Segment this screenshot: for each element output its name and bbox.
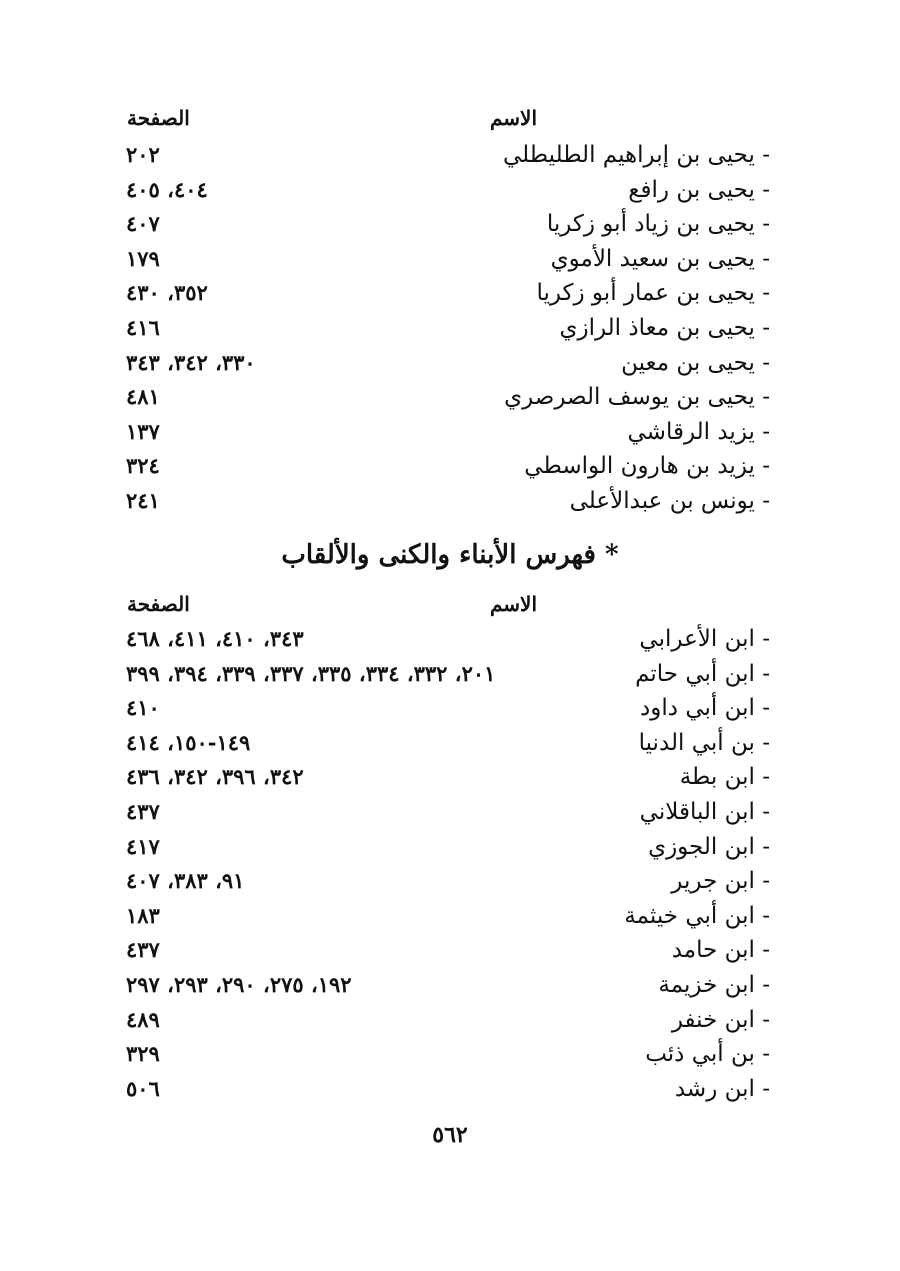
entry-name: - ابن الأعرابي	[639, 626, 770, 652]
entry-name: - يحيى بن إبراهيم الطليطلي	[502, 142, 770, 168]
list-item	[0, 311, 900, 346]
page-number: ٥٦٢	[432, 1122, 468, 1148]
entry-pages: ١٣٧	[126, 418, 160, 444]
entry-name: - ابن خنفر	[671, 1006, 770, 1033]
entry-name: - ابن جرير	[671, 868, 770, 895]
entry-pages: ١٧٩	[126, 245, 160, 271]
entry-name: - يزيد بن هارون الواسطي	[524, 453, 770, 480]
entry-name: - ابن أبي خيثمة	[624, 902, 770, 929]
entry-pages: ١٨٣	[126, 902, 160, 928]
entry-name: - ابن الجوزي	[648, 833, 770, 860]
entry-name: - ابن الباقلاني	[639, 798, 770, 825]
entry-name: - ابن أبي حاتم	[635, 660, 770, 687]
entry-pages: ٤٨١	[126, 384, 160, 410]
list-item	[0, 138, 900, 173]
entry-pages: ٩١، ٣٨٣، ٤٠٧	[126, 868, 245, 894]
entry-pages: ٤٣٧	[126, 937, 160, 963]
list-item	[0, 449, 900, 484]
entry-pages: ٣٤٢، ٣٩٦، ٣٤٢، ٤٣٦	[126, 764, 304, 790]
entry-pages: ٤٣٧	[126, 798, 160, 824]
entry-name: - ابن أبي داود	[640, 695, 770, 722]
list-item	[0, 795, 900, 830]
entry-pages: ٥٠٦	[126, 1075, 160, 1101]
entry-pages: ٣٢٤	[126, 453, 160, 479]
entry-pages: ٢٤١	[126, 487, 160, 513]
list-item	[0, 242, 900, 277]
list-item	[0, 622, 900, 657]
entry-name: - يحيى بن عمار أبو زكريا	[536, 280, 770, 307]
entry-name: - يونس بن عبدالأعلى	[569, 487, 770, 514]
kunya-index-list	[0, 622, 900, 1106]
list-item	[0, 380, 900, 415]
list-item	[0, 933, 900, 968]
entry-name: - بن أبي ذئب	[645, 1041, 770, 1068]
entry-pages: ٤١٦	[126, 314, 160, 340]
page-column-header: الصفحة	[127, 106, 190, 130]
list-item	[0, 968, 900, 1003]
entry-pages: ٣٣٠، ٣٤٢، ٣٤٣	[126, 349, 256, 375]
entry-pages: ١٩٢، ٢٧٥، ٢٩٠، ٢٩٣، ٢٩٧	[126, 971, 352, 997]
entry-name: - ابن خزيمة	[658, 971, 770, 998]
entry-name: - ابن رشد	[674, 1075, 770, 1102]
list-item	[0, 415, 900, 450]
entry-name: - يحيى بن سعيد الأموي	[550, 245, 770, 272]
entry-name: - يحيى بن زياد أبو زكريا	[546, 211, 770, 238]
entry-name: - يحيى بن معين	[621, 349, 770, 376]
list-item	[0, 864, 900, 899]
name-column-header: الاسم	[489, 592, 537, 616]
list-item	[0, 830, 900, 865]
entry-pages: ٤٨٩	[126, 1006, 160, 1032]
list-item	[0, 173, 900, 208]
entry-pages: ٤٠٤، ٤٠٥	[126, 176, 208, 202]
list-item	[0, 484, 900, 519]
entry-pages: ٣٥٢، ٤٣٠	[126, 280, 208, 306]
list-item	[0, 1037, 900, 1072]
list-item	[0, 726, 900, 761]
list-item	[0, 657, 900, 692]
entry-name: - ابن بطة	[679, 764, 770, 791]
list-item	[0, 207, 900, 242]
entry-pages: ١٤٩-١٥٠، ٤١٤	[126, 729, 251, 755]
entry-pages: ٣٤٣، ٤١٠، ٤١١، ٤٦٨	[126, 626, 304, 651]
entry-name: - يحيى بن رافع	[628, 176, 770, 203]
list-item	[0, 899, 900, 934]
entry-pages: ٤١٠	[126, 695, 160, 721]
entry-name: - يحيى بن يوسف الصرصري	[504, 384, 770, 411]
entry-pages: ٤١٧	[126, 833, 160, 859]
list-item	[0, 691, 900, 726]
entry-name: - يحيى بن معاذ الرازي	[559, 314, 770, 341]
entry-pages: ٢٠١، ٣٣٢، ٣٣٤، ٣٣٥، ٣٣٧، ٣٣٩، ٣٩٤، ٣٩٩	[126, 660, 496, 686]
list-item	[0, 1072, 900, 1107]
entry-pages: ٤٠٧	[126, 211, 160, 237]
list-item	[0, 276, 900, 311]
entry-pages: ٣٢٩	[126, 1041, 160, 1067]
entry-pages: ٢٠٢	[126, 142, 160, 167]
entry-name: - بن أبي الدنيا	[638, 729, 770, 756]
list-item	[0, 1003, 900, 1038]
entry-name: - يزيد الرقاشي	[627, 418, 770, 445]
names-index-list	[0, 138, 900, 519]
entry-name: - ابن حامد	[671, 937, 770, 964]
list-item	[0, 760, 900, 795]
page-column-header: الصفحة	[127, 592, 190, 616]
name-column-header: الاسم	[489, 106, 537, 130]
section-title: * فهرس الأبناء والكنى والألقاب	[281, 540, 619, 570]
list-item	[0, 346, 900, 381]
